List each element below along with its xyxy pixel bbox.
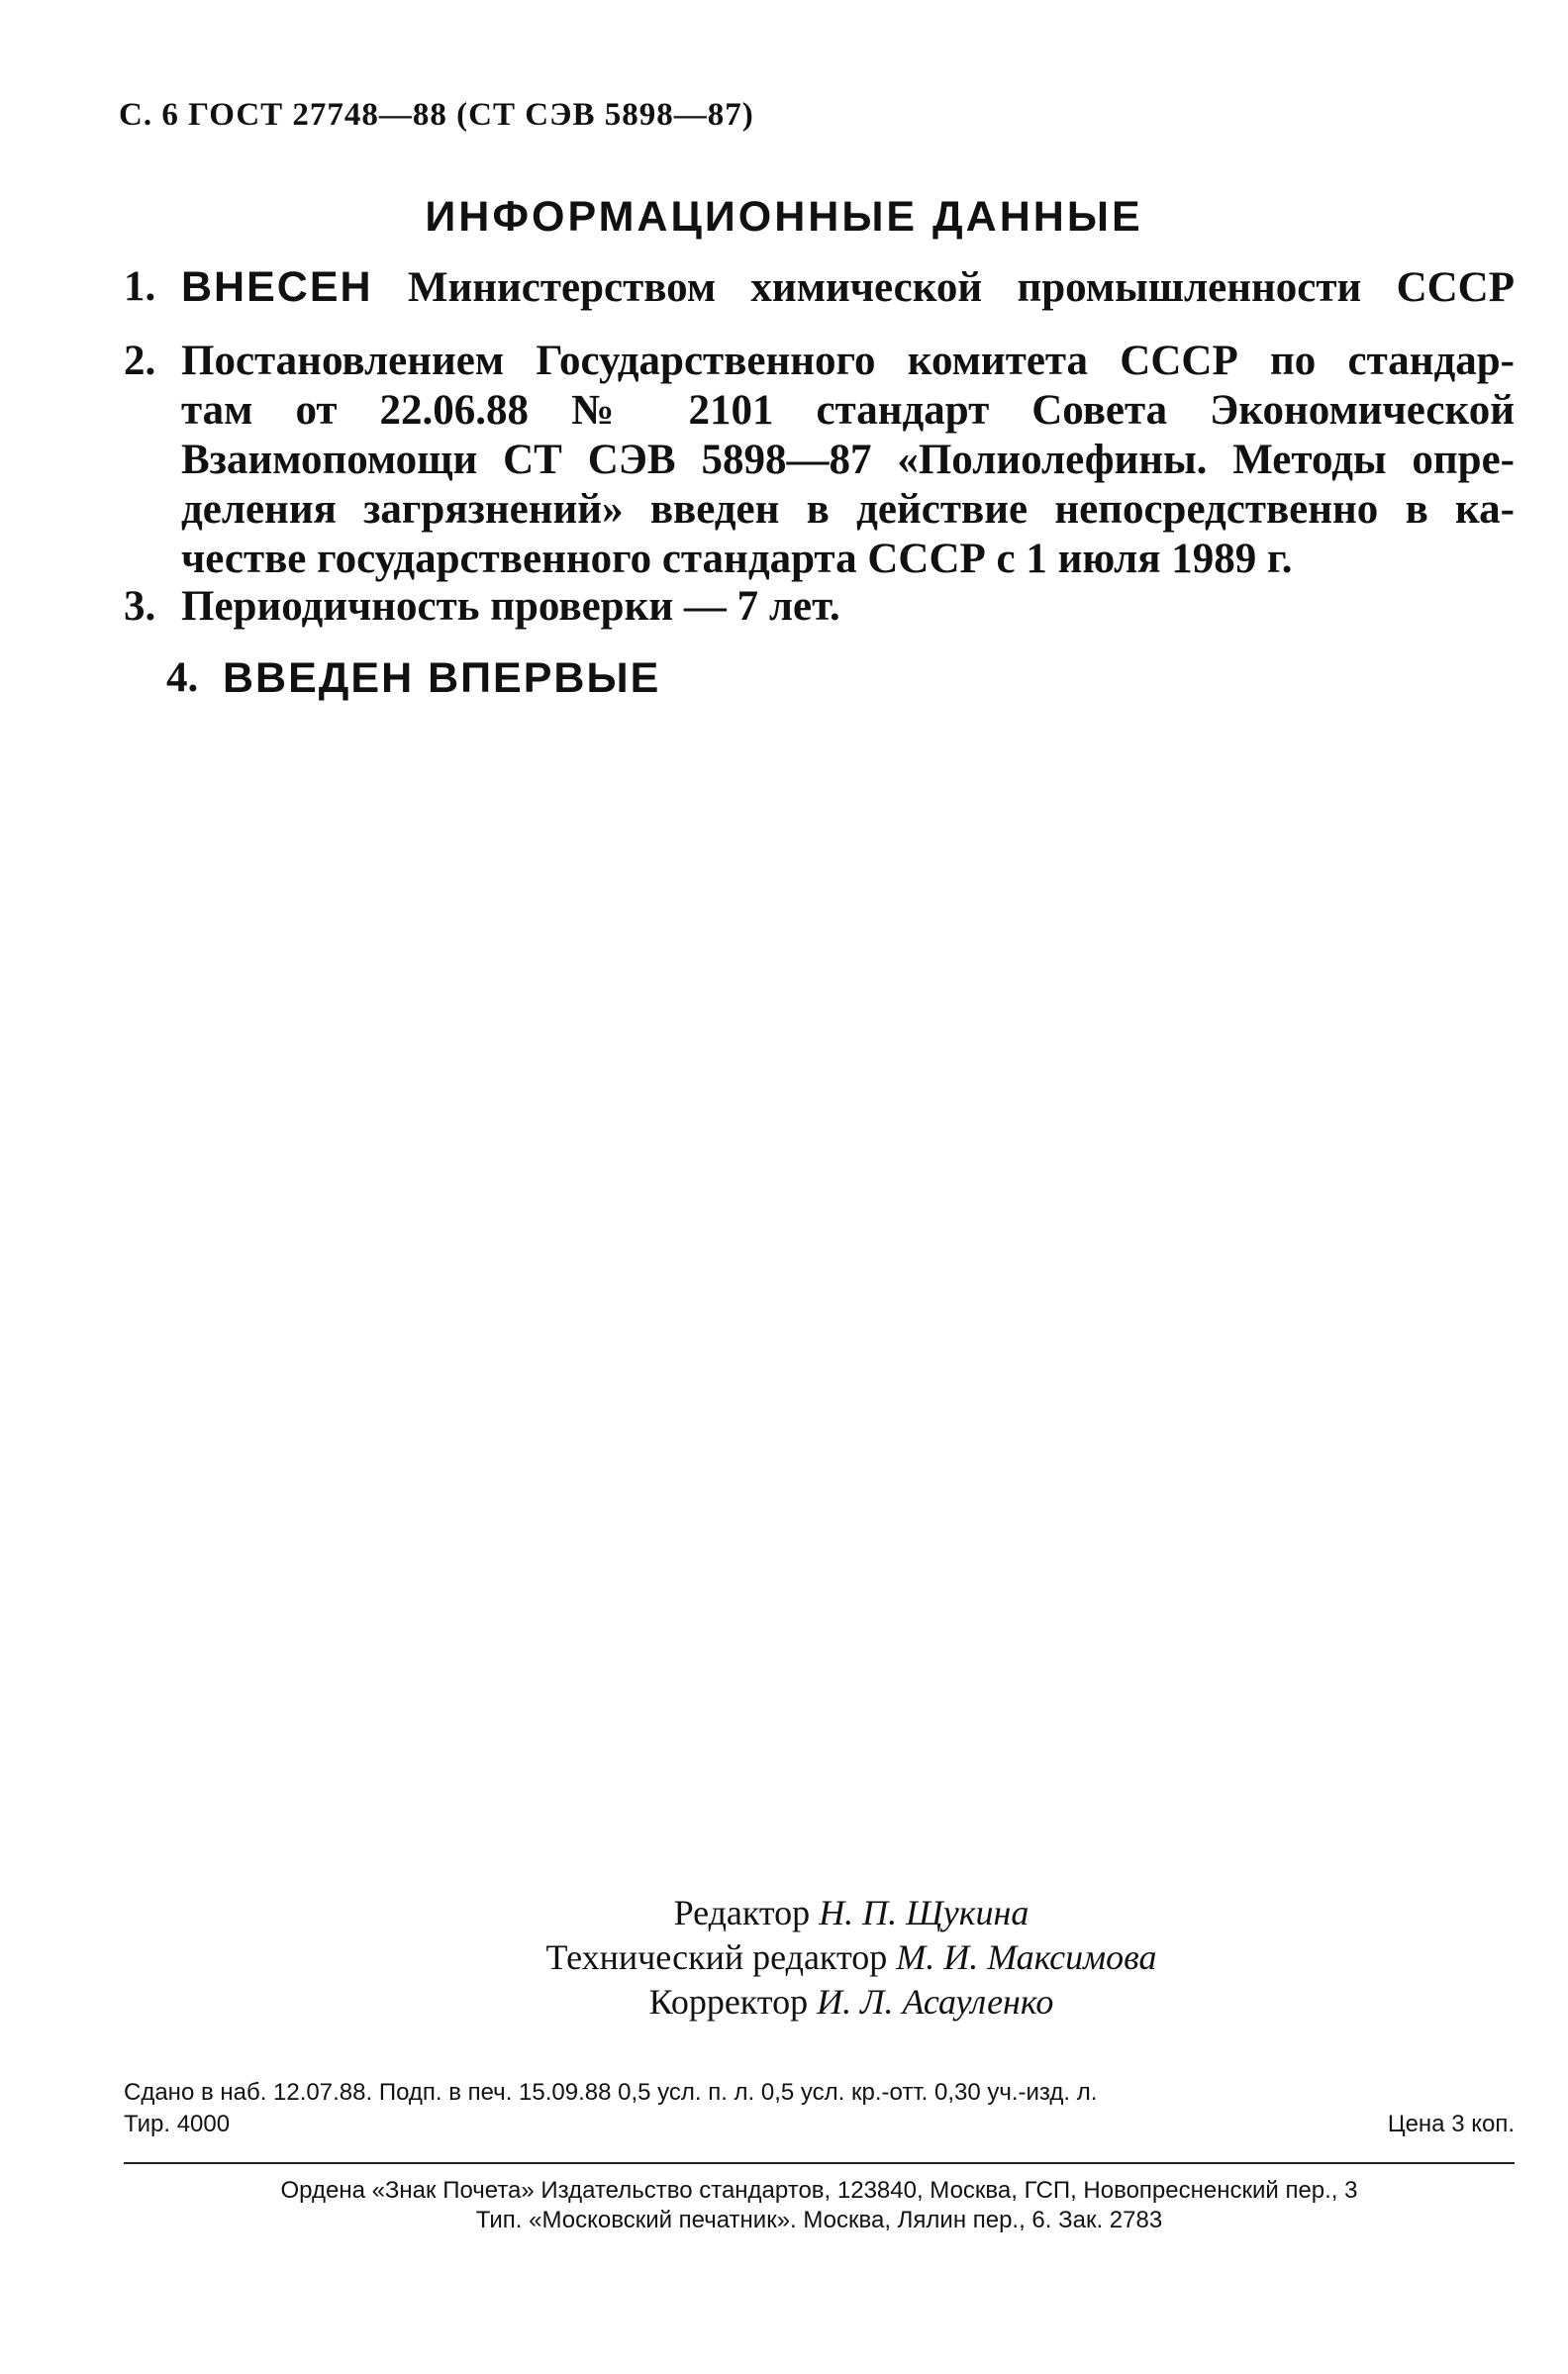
item-number: 2. [124,338,156,384]
item-line: деления загрязнений» введен в действие непосредственно в ка- [181,486,1515,533]
item-number: 4. [166,654,199,701]
printer-line: Тип. «Московский печатник». Москва, Лялин пер., 6. Зак. 2783 [475,2207,1163,2233]
imprint-print-details: Сдано в наб. 12.07.88. Подп. в печ. 15.09.88 0,5 усл. п. л. 0,5 усл. кр.-отт. 0,30 уч.-изд. л. [124,2079,1098,2106]
item-line: Взаимопомощи СТ СЭВ 5898—87 «Полиолефины. Методы опре- [181,437,1515,483]
imprint-row [124,2077,1515,2109]
credits-block [406,1891,1297,2025]
divider-line [124,2162,1515,2164]
imprint-run: Тир. 4000 [124,2111,231,2137]
item-text [181,582,840,632]
credit-role: Корректор [648,1982,809,2022]
section-title: ИНФОРМАЦИОННЫЕ ДАННЫЕ [425,193,1143,241]
item-text [181,337,1515,584]
credit-name: Н. П. Щукина [819,1893,1029,1932]
item-line: честве государственного стандарта СССР с 1 июля 1989 г. [181,536,1293,582]
item-line [181,262,1515,313]
page-header: С. 6 ГОСТ 27748—88 (СТ СЭВ 5898—87) [119,97,754,133]
imprint-price: Цена 3 коп. [1387,2111,1515,2137]
credit-row [406,1891,1297,1935]
publisher-line: Ордена «Знак Почета» Издательство стандартов, 123840, Москва, ГСП, Новопресненский пер., 3 [280,2177,1358,2204]
item-text [181,262,1515,313]
credit-row [406,1935,1297,1980]
item-number: 1. [124,263,156,310]
credit-role: Технический редактор [545,1937,888,1977]
item-line: Периодичность проверки — 7 лет. [181,583,840,630]
item-label: ВВЕДЕН ВПЕРВЫЕ [223,654,661,702]
item-label: ВНЕСЕН [181,263,373,311]
item-line: Постановлением Государственного комитета СССР по стандар- [181,338,1515,384]
imprint-block [124,2077,1515,2140]
item-line-text: Министерством химической промышленности СССР [407,264,1516,311]
imprint-row [124,2109,1515,2140]
credit-row [406,1980,1297,2025]
publisher-block [124,2176,1515,2235]
credit-name: М. И. Максимова [896,1937,1157,1977]
item-line: там от 22.06.88 № 2101 стандарт Совета Экономической [181,387,1515,434]
credit-name: И. Л. Асауленко [817,1982,1054,2022]
item-number: 3. [124,583,156,630]
credit-role: Редактор [673,1893,811,1932]
